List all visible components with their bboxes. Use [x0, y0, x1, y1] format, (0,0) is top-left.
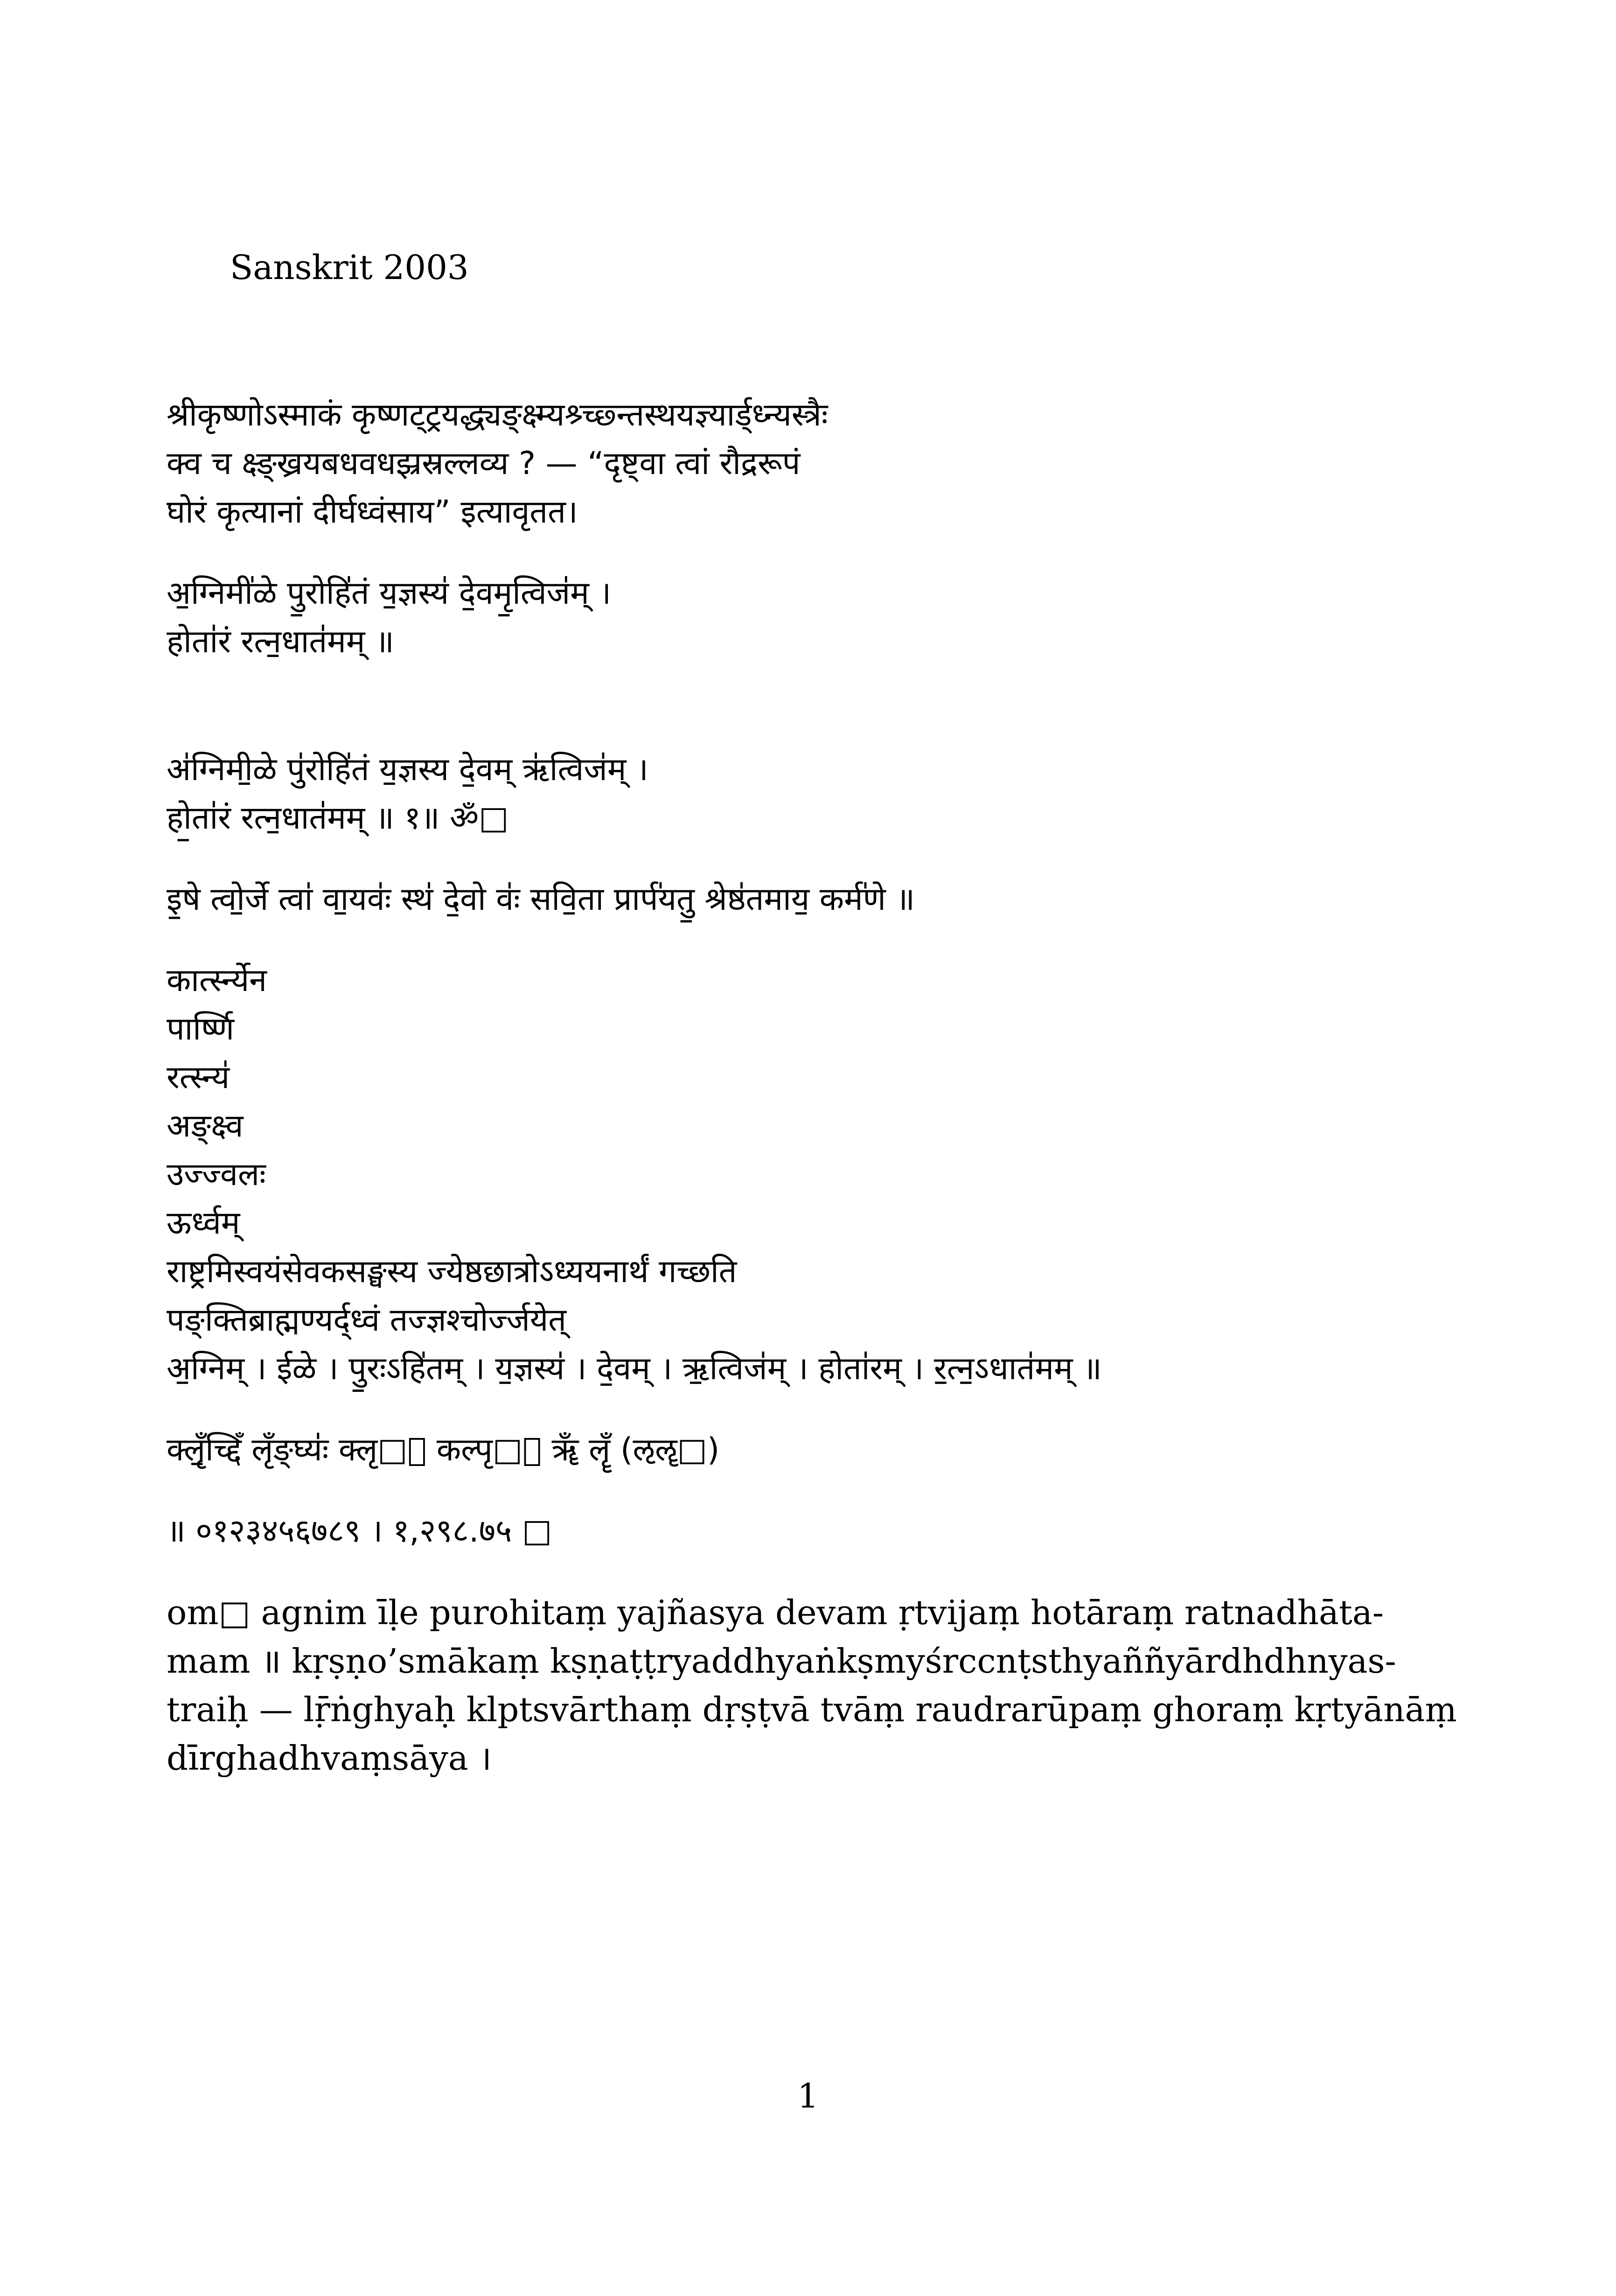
- text-line: ऊर्ध्वम्: [167, 1205, 240, 1242]
- text-line: घोरं कृत्यानां दीर्घध्वंसाय” इत्यावृतत।: [167, 494, 578, 530]
- page-number: 1: [797, 2076, 819, 2115]
- vedic-vowel-line: [167, 1426, 1496, 1474]
- page-header: Sanskrit 2003: [230, 248, 469, 287]
- text-line: कार्त्स्न्येन: [167, 962, 267, 999]
- text-line: अङ्क्ष्व: [167, 1108, 244, 1145]
- devanagari-paragraph-1: [167, 391, 1496, 537]
- text-line: क्व च क्ष्ङ्ख्रयबधवधझ्रस्रल्लव्य ? — “दृष्ट्वा त्वां रौद्ररूपं: [167, 445, 801, 482]
- text-line: mam ॥ kṛṣṇo’smākaṃ kṣṇaṭṭryaddhyaṅkṣmyśrccnṭsthyaññyārdhdhnyas-: [167, 1641, 1396, 1681]
- page-content: [167, 391, 1496, 1782]
- text-line: क्लृँ॒च्द्दिँ लृँङ्घ्यः॑ क्लृ□ँ कल्पृ□ः ॠँ लॄँ (ऌॡ□): [167, 1431, 720, 1468]
- text-line: अ॒ग्निमी॑ळे पु॒रोहि॑तं य॒ज्ञस्य॑ दे॒वमृ॒त्विज॑म् ।: [167, 575, 612, 612]
- text-line: om□ agnim īḷe purohitaṃ yajñasya devam ṛtvijaṃ hotāraṃ ratnadhāta-: [167, 1593, 1384, 1632]
- text-line: पङ्क्तिब्राह्मण्यर्द्ध्वं तज्ज्ञश्चोर्ज्जयेत्: [167, 1302, 566, 1339]
- romanization-paragraph: [167, 1588, 1496, 1782]
- text-line: रत्स्न्य॑: [167, 1059, 230, 1096]
- text-line: होता॑रं रत्न॒धात॑मम् ॥: [167, 623, 394, 660]
- text-line: हो॒ता॑रं रत्न॒धात॑मम् ॥ १॥ ॐ□: [167, 800, 509, 837]
- text-line: अ॒ग्निम् । ईळे । पु॒रःऽहि॑तम् । य॒ज्ञस्य॑ । दे॒वम् । ऋ॒त्विज॑म् । होता॑रम् । र॒त्न॒ऽधात॑मम् ॥: [167, 1350, 1102, 1387]
- conjunct-word-list: [167, 956, 1496, 1393]
- digits-line: [167, 1507, 1496, 1556]
- yajurveda-line: [167, 875, 1496, 924]
- text-line: अ॑ग्निमी॒ळे पु॑रोहि॑तं य॒ज्ञस्य दे॒वम् ऋ॑त्विज॑म् ।: [167, 751, 648, 788]
- text-line: इ॒षे त्वो॒र्जे त्वा॑ वा॒यवः॑ स्थ॑ दे॒वो वः॑ सवि॒ता प्रार्प॑यतु॒ श्रेष्ठ॑तमाय॒ कर्म॑णे ॥: [167, 881, 915, 918]
- text-line: ॥ ०१२३४५६७८९ । १,२९८.७५ □: [167, 1513, 552, 1549]
- text-line: उज्ज्वलः: [167, 1156, 266, 1193]
- text-line: श्रीकृष्णोऽस्माकं कृष्णट्ट्रयद्ध्यङ्क्ष्म्यश्र्च्छ्न्तस्थयज्ञ्यार्ड्ध्न्यस्त्रैः: [167, 397, 828, 433]
- text-line: traiḥ — lṝṅghyaḥ klptsvārthaṃ dṛṣṭvā tvāṃ raudrarūpaṃ ghoraṃ kṛtyānāṃ: [167, 1690, 1457, 1729]
- rigveda-verse-2: [167, 746, 1496, 843]
- text-line: राष्ट्रमिस्वयंसेवकसङ्घस्य ज्येष्ठछात्रोऽध्ययनार्थं गच्छति: [167, 1253, 737, 1290]
- rigveda-verse-1: [167, 569, 1496, 666]
- text-line: dīrghadhvaṃsāya ।: [167, 1738, 492, 1778]
- text-line: पार्ष्णि: [167, 1011, 234, 1047]
